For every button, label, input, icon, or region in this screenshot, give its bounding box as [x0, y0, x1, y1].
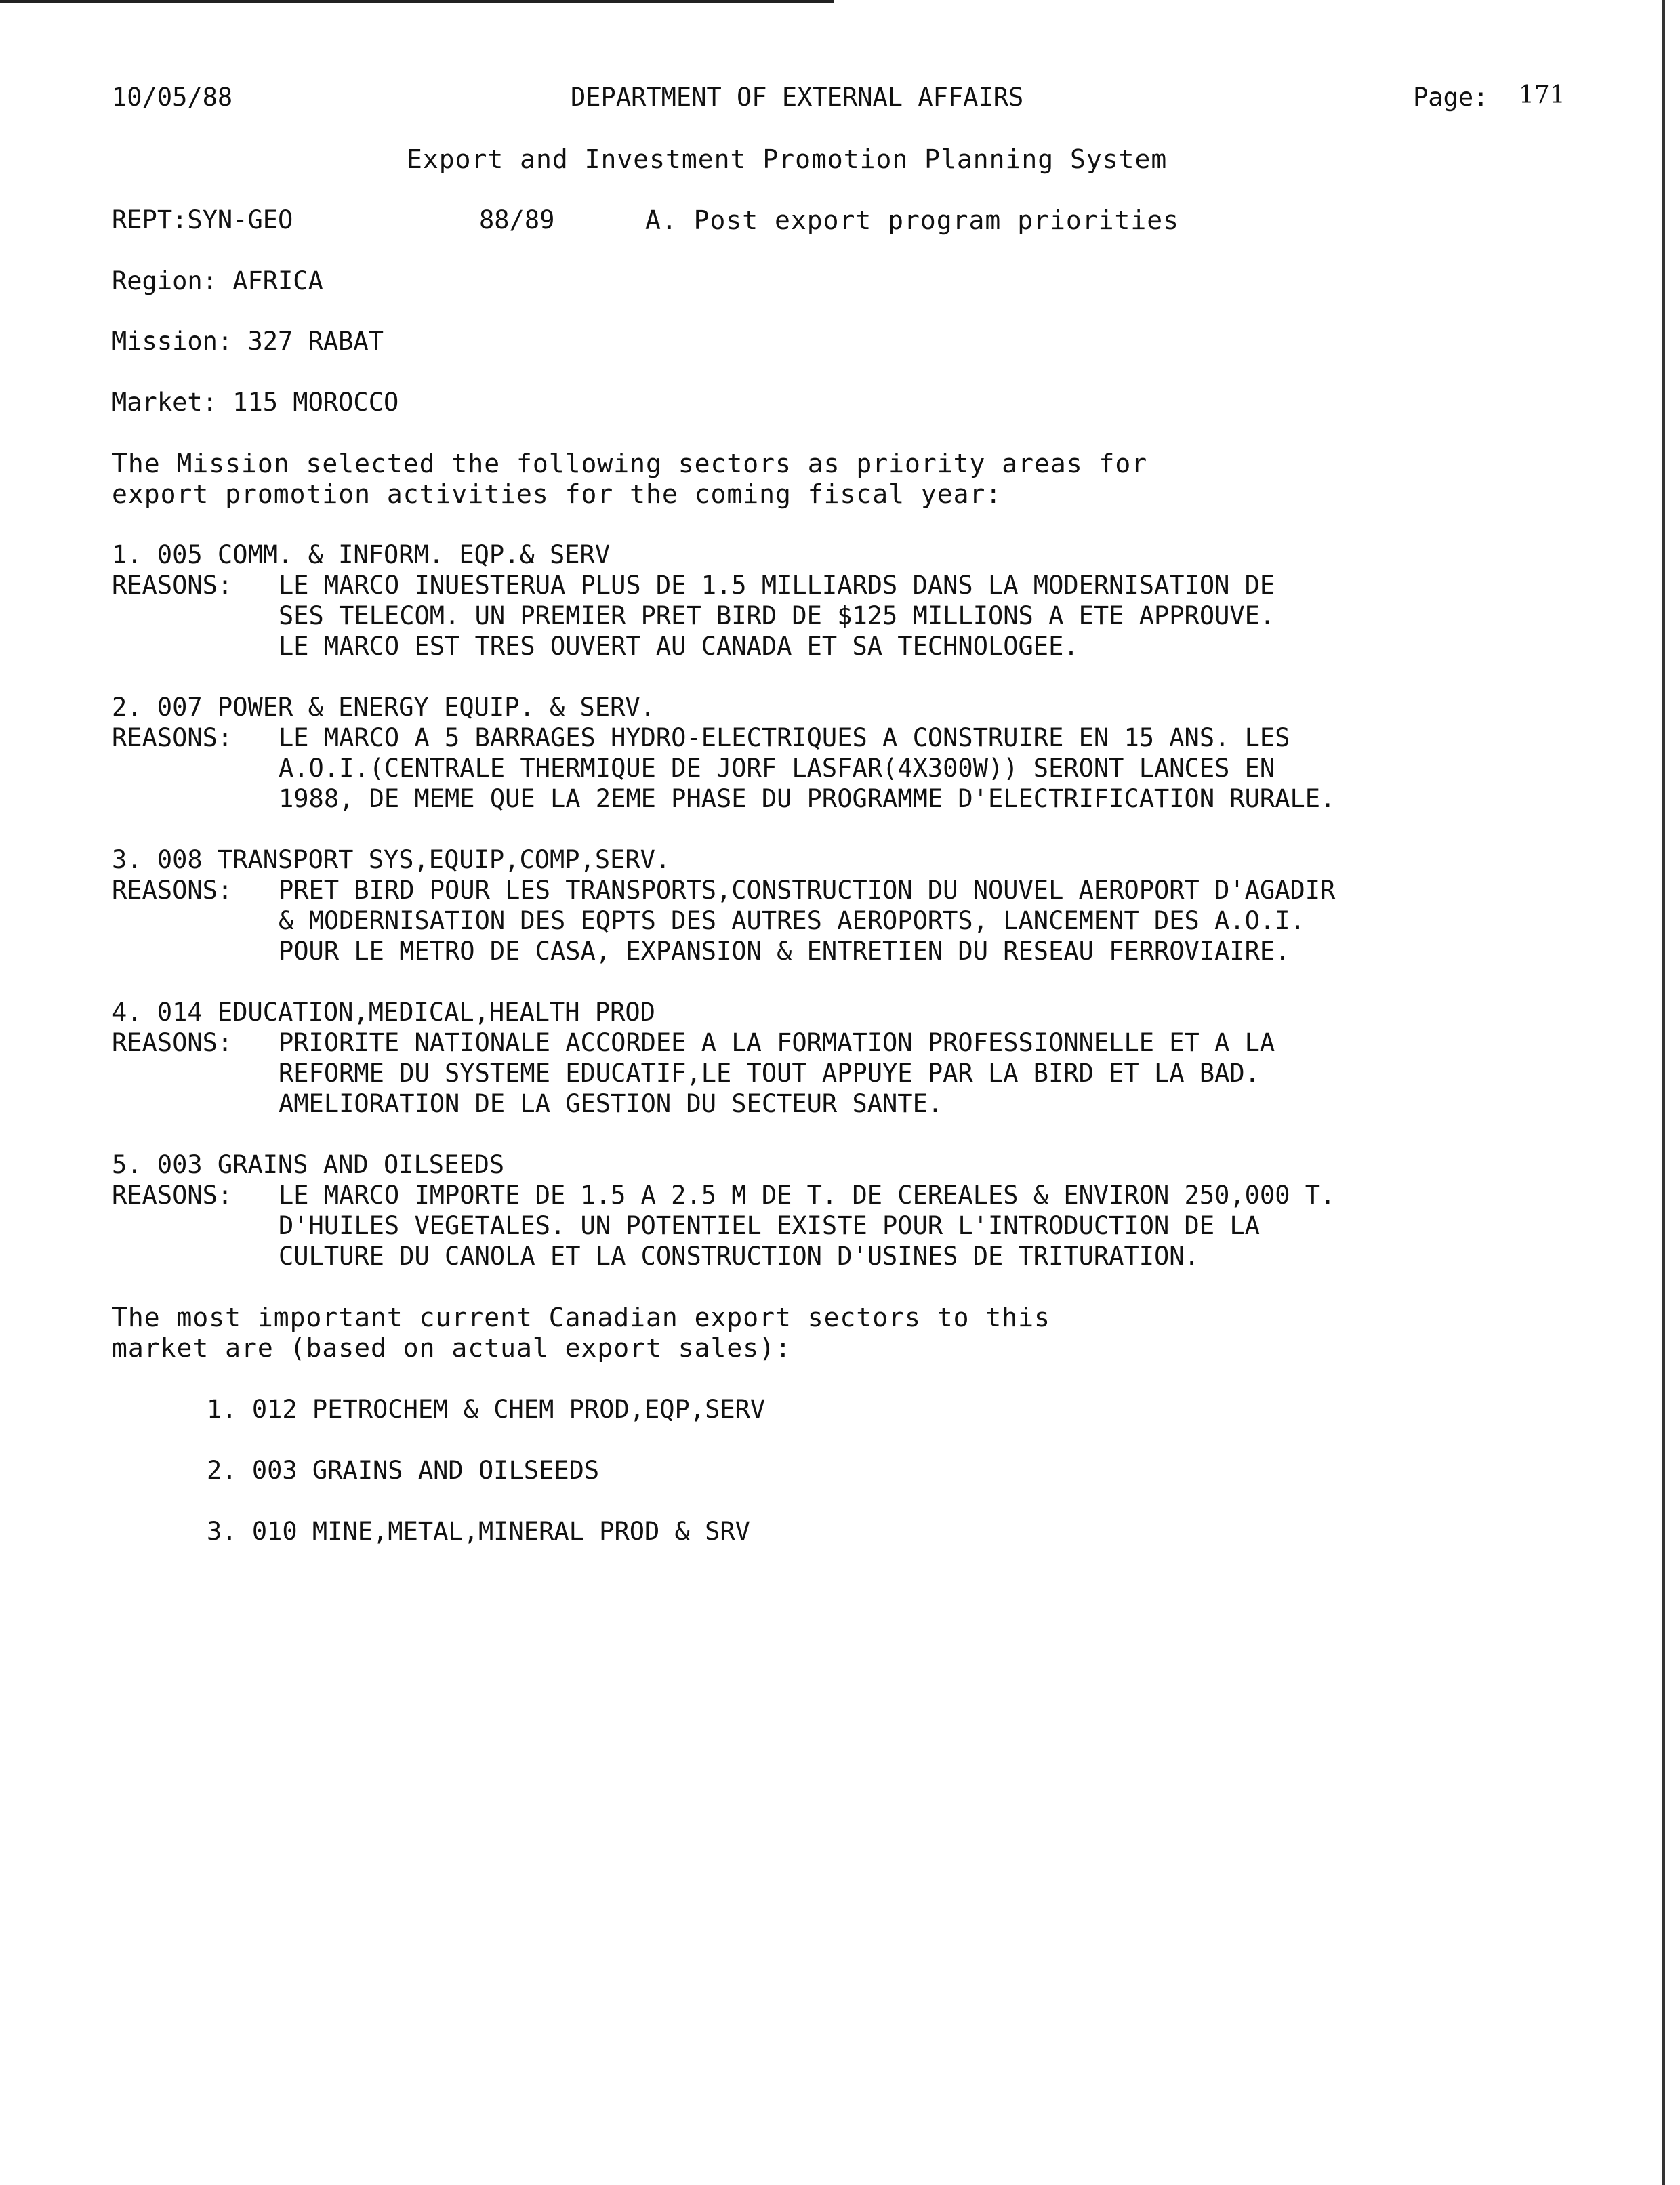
reason-line: 1988, DE MEME QUE LA 2EME PHASE DU PROGRAMME D'ELECTRIFICATION RURALE.: [279, 784, 1336, 813]
report-date: 10/05/88: [112, 83, 233, 112]
department-title: DEPARTMENT OF EXTERNAL AFFAIRS: [571, 83, 1024, 112]
reason-line: POUR LE METRO DE CASA, EXPANSION & ENTRETIEN DU RESEAU FERROVIAIRE.: [279, 937, 1290, 966]
reasons-label: REASONS:: [112, 876, 233, 905]
report-year: 88/89: [479, 205, 555, 234]
reason-line: PRIORITE NATIONALE ACCORDEE A LA FORMATION PROFESSIONNELLE ET A LA: [279, 1028, 1275, 1057]
reasons-label: REASONS:: [112, 1028, 233, 1057]
page-number: 171: [1519, 81, 1565, 109]
reason-line: PRET BIRD POUR LES TRANSPORTS,CONSTRUCTION DU NOUVEL AEROPORT D'AGADIR: [279, 876, 1336, 905]
region-field: Region: AFRICA: [112, 266, 323, 295]
page-edge-right: [1662, 0, 1665, 2185]
reason-line: LE MARCO INUESTERUA PLUS DE 1.5 MILLIARDS DANS LA MODERNISATION DE: [279, 571, 1275, 600]
reason-line: LE MARCO IMPORTE DE 1.5 A 2.5 M DE T. DE CEREALES & ENVIRON 250,000 T.: [279, 1181, 1336, 1210]
sector-title: 2. 007 POWER & ENERGY EQUIP. & SERV.: [112, 693, 655, 722]
mission-field: Mission: 327 RABAT: [112, 327, 384, 356]
current-sector-item: 1. 012 PETROCHEM & CHEM PROD,EQP,SERV: [207, 1395, 766, 1424]
sector-title: 3. 008 TRANSPORT SYS,EQUIP,COMP,SERV.: [112, 845, 671, 874]
reason-line: D'HUILES VEGETALES. UN POTENTIEL EXISTE POUR L'INTRODUCTION DE LA: [279, 1211, 1260, 1240]
intro-line-1: The Mission selected the following sectors as priority areas for: [112, 449, 1148, 478]
report-section-title: A. Post export program priorities: [645, 205, 1179, 235]
page-label: Page:: [1413, 83, 1489, 112]
current-sector-item: 3. 010 MINE,METAL,MINERAL PROD & SRV: [207, 1517, 750, 1546]
reasons-label: REASONS:: [112, 571, 233, 600]
reasons-label: REASONS:: [112, 1181, 233, 1210]
current-sector-item: 2. 003 GRAINS AND OILSEEDS: [207, 1456, 600, 1485]
current-intro-line-2: market are (based on actual export sales):: [112, 1333, 792, 1363]
reasons-label: REASONS:: [112, 723, 233, 752]
reason-line: SES TELECOM. UN PREMIER PRET BIRD DE $125 MILLIONS A ETE APPROUVE.: [279, 601, 1275, 630]
sector-title: 4. 014 EDUCATION,MEDICAL,HEALTH PROD: [112, 998, 655, 1027]
reason-line: A.O.I.(CENTRALE THERMIQUE DE JORF LASFAR(4X300W)) SERONT LANCES EN: [279, 754, 1275, 783]
report-id: REPT:SYN-GEO: [112, 205, 293, 234]
sector-title: 5. 003 GRAINS AND OILSEEDS: [112, 1150, 505, 1179]
reason-line: LE MARCO A 5 BARRAGES HYDRO-ELECTRIQUES A CONSTRUIRE EN 15 ANS. LES: [279, 723, 1290, 752]
reason-line: & MODERNISATION DES EQPTS DES AUTRES AEROPORTS, LANCEMENT DES A.O.I.: [279, 906, 1305, 935]
reason-line: REFORME DU SYSTEME EDUCATIF,LE TOUT APPUYE PAR LA BIRD ET LA BAD.: [279, 1059, 1260, 1088]
reason-line: AMELIORATION DE LA GESTION DU SECTEUR SANTE.: [279, 1089, 943, 1118]
intro-line-2: export promotion activities for the coming fiscal year:: [112, 479, 1002, 509]
reason-line: LE MARCO EST TRES OUVERT AU CANADA ET SA TECHNOLOGEE.: [279, 632, 1079, 661]
sector-title: 1. 005 COMM. & INFORM. EQP.& SERV: [112, 540, 611, 569]
market-field: Market: 115 MOROCCO: [112, 388, 399, 417]
current-intro-line-1: The most important current Canadian export sectors to this: [112, 1303, 1050, 1332]
page-edge-top: [0, 0, 834, 3]
reason-line: CULTURE DU CANOLA ET LA CONSTRUCTION D'USINES DE TRITURATION.: [279, 1242, 1200, 1271]
system-title: Export and Investment Promotion Planning System: [407, 144, 1168, 174]
